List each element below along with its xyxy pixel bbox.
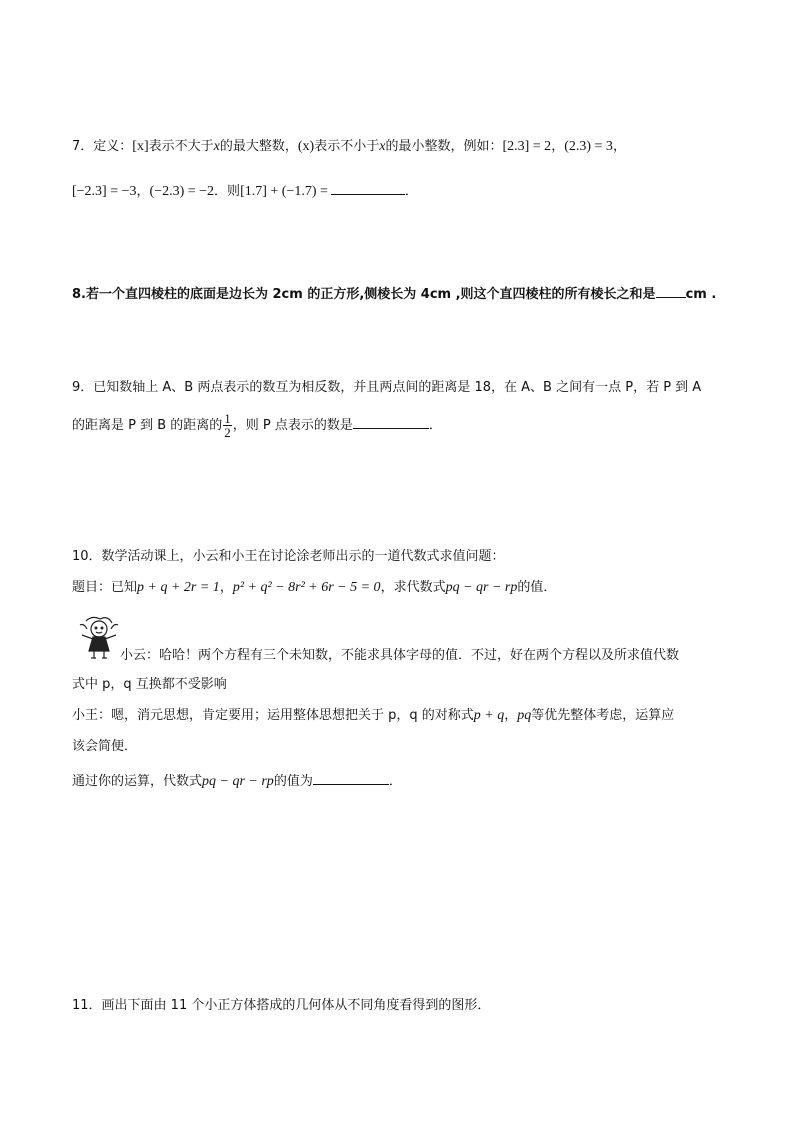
q10-xiaowang-line1: 小王：嗯，消元思想，肯定要用；运用整体思想把关于 p，q 的对称式p + q，pq等优先整体考虑，运算应 (72, 708, 675, 723)
q10-intro: 10．数学活动课上，小云和小王在讨论涂老师出示的一道代数式求值问题： (72, 549, 505, 564)
q7-answer-blank[interactable] (331, 180, 405, 195)
one-half-fraction: $\frac{1}{2}$ (224, 411, 231, 440)
example-2: (2.3) = 3 (564, 139, 613, 154)
symmetric-product: pq (517, 708, 532, 723)
ceil-notation: (x) (297, 139, 315, 154)
equation-1: p + q + 2r = 1 (137, 580, 220, 595)
example-1: [2.3] = 2 (502, 139, 552, 154)
q10-xiaoyun-line1: 小云：哈哈！两个方程有三个未知数，不能求具体字母的值．不过，好在两个方程以及所求值代数 (120, 648, 680, 663)
cartoon-girl-icon (72, 615, 126, 661)
q8-line: 8.若一个直四棱柱的底面是边长为 2cm 的正方形,侧棱长为 4cm ,则这个直四棱柱的所有棱长之和是 cm . (72, 283, 716, 305)
target-expression: pq − qr − rp (445, 580, 518, 595)
q9-line2: 的距离是 P 到 B 的距离的 $\frac{1}{2}$ ，则 P 点表示的数是 ． (72, 411, 442, 440)
q8-answer-blank[interactable] (656, 283, 686, 298)
symmetric-sum: p + q (473, 708, 505, 723)
example-3: [−2.3] = −3 (72, 184, 137, 199)
q10-answer-blank[interactable] (313, 770, 389, 785)
q10-topic: 题目：已知p + q + 2r = 1，p² + q² − 8r² + 6r − 5 = 0，求代数式pq − qr − rp的值． (72, 580, 557, 595)
q9-line1: 9．已知数轴上 A、B 两点表示的数互为相反数，并且两点间的距离是 18，在 A、B 之间有一点 P，若 P 到 A (72, 380, 702, 395)
q10-xiaowang-line2: 该会简便． (72, 739, 138, 754)
floor-notation: [x] (132, 139, 149, 154)
equation-2: p² + q² − 8r² + 6r − 5 = 0 (232, 580, 381, 595)
q10-calc-line: 通过你的运算，代数式pq − qr − rp的值为 ． (72, 770, 402, 792)
q7-line2: [−2.3] = −3，(−2.3) = −2．则[1.7] + (−1.7) = ． (72, 180, 418, 202)
q9-answer-blank[interactable] (353, 414, 429, 429)
q11-line: 11．画出下面由 11 个小正方体搭成的几何体从不同角度看得到的图形． (72, 998, 491, 1013)
q10-xiaoyun-line2: 式中 p，q 互换都不受影响 (72, 677, 227, 692)
example-4: (−2.3) = −2 (149, 184, 215, 199)
q7-expression: [1.7] + (−1.7) = (240, 184, 328, 199)
target-expression-2: pq − qr − rp (202, 774, 274, 789)
q7-line1: 7．定义：[x]表示不大于x的最大整数，(x)表示不小于x的最小整数，例如：[2.3] = 2，(2.3) = 3， (72, 139, 626, 154)
